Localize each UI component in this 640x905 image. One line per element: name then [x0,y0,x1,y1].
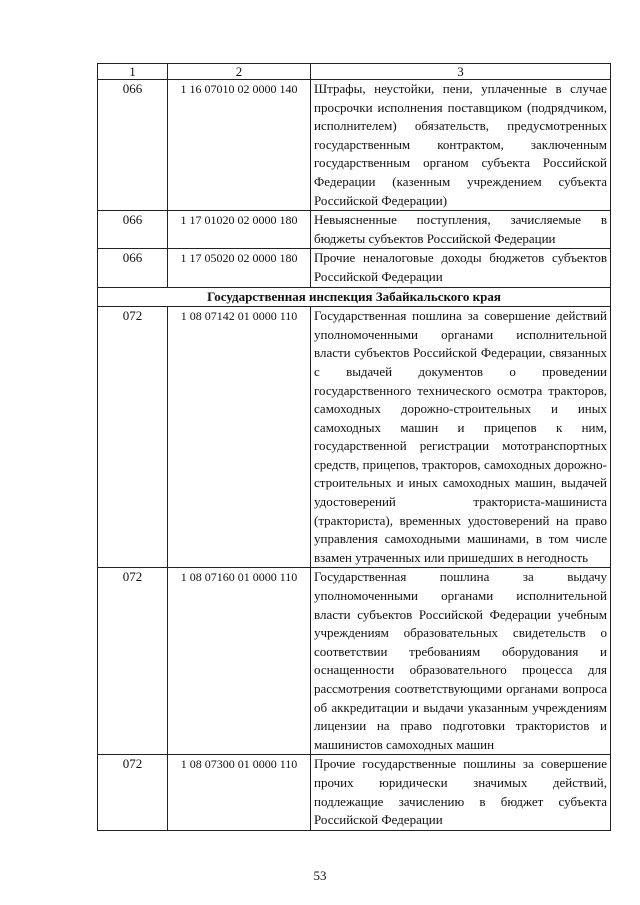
description-cell: Прочие неналоговые доходы бюджетов субъектов Российской Федерации [311,249,611,287]
revenue-code-cell: 1 17 01020 02 0000 180 [168,211,311,249]
table-row [98,249,611,287]
description-cell: Государственная пошлина за выдачу уполномоченными органами исполнительной власти субъектов Российской Федерации учебным учреждениям образовательных свидетельств о соответствии требованиям оборудования и оснащенности образовательного процесса для рассмотрения соответствующими органами вопроса об аккредитации и выдачи указанным учреждениям лицензии на право подготовки трактористов и машинистов самоходных машин [311,568,611,755]
section-title: Государственная инспекция Забайкальского края [98,287,611,307]
admin-code-cell: 066 [98,80,168,211]
admin-code-cell: 066 [98,211,168,249]
admin-code-cell: 072 [98,568,168,755]
header-row [98,64,611,80]
header-col-1: 1 [98,64,168,80]
header-col-3: 3 [311,64,611,80]
table-row [98,568,611,755]
admin-code-cell: 072 [98,307,168,568]
table-row [98,307,611,568]
table-row [98,80,611,211]
admin-code-cell: 072 [98,755,168,830]
revenue-codes-table [97,63,611,831]
revenue-code-cell: 1 17 05020 02 0000 180 [168,249,311,287]
revenue-code-cell: 1 08 07142 01 0000 110 [168,307,311,568]
revenue-code-cell: 1 08 07300 01 0000 110 [168,755,311,830]
table-row [98,755,611,830]
table-row [98,211,611,249]
section-header-row [98,287,611,307]
header-col-2: 2 [168,64,311,80]
revenue-code-cell: 1 16 07010 02 0000 140 [168,80,311,211]
description-cell: Прочие государственные пошлины за совершение прочих юридически значимых действий, подлежащие зачислению в бюджет субъекта Российской Федерации [311,755,611,830]
admin-code-cell: 066 [98,249,168,287]
page-number: 53 [313,868,327,883]
description-cell: Государственная пошлина за совершение действий уполномоченными органами исполнительной власти субъектов Российской Федерации, связанных с выдачей документов о проведении государственного технического осмотра тракторов, самоходных дорожно-строительных и иных самоходных машин и прицепов к ним, государственной регистрации мототранспортных средств, прицепов, тракторов, самоходных дорожно-строительных и иных самоходных машин, выдачей удостоверений тракториста-машиниста (тракториста), временных удостоверений на право управления самоходными машинами, в том числе взамен утраченных или пришедших в негодность [311,307,611,568]
description-cell: Штрафы, неустойки, пени, уплаченные в случае просрочки исполнения поставщиком (подрядчиком, исполнителем) обязательств, предусмотренных государственным контрактом, заключенным государственным органом субъекта Российской Федерации (казенным учреждением субъекта Российской Федерации) [311,80,611,211]
description-cell: Невыясненные поступления, зачисляемые в бюджеты субъектов Российской Федерации [311,211,611,249]
revenue-code-cell: 1 08 07160 01 0000 110 [168,568,311,755]
